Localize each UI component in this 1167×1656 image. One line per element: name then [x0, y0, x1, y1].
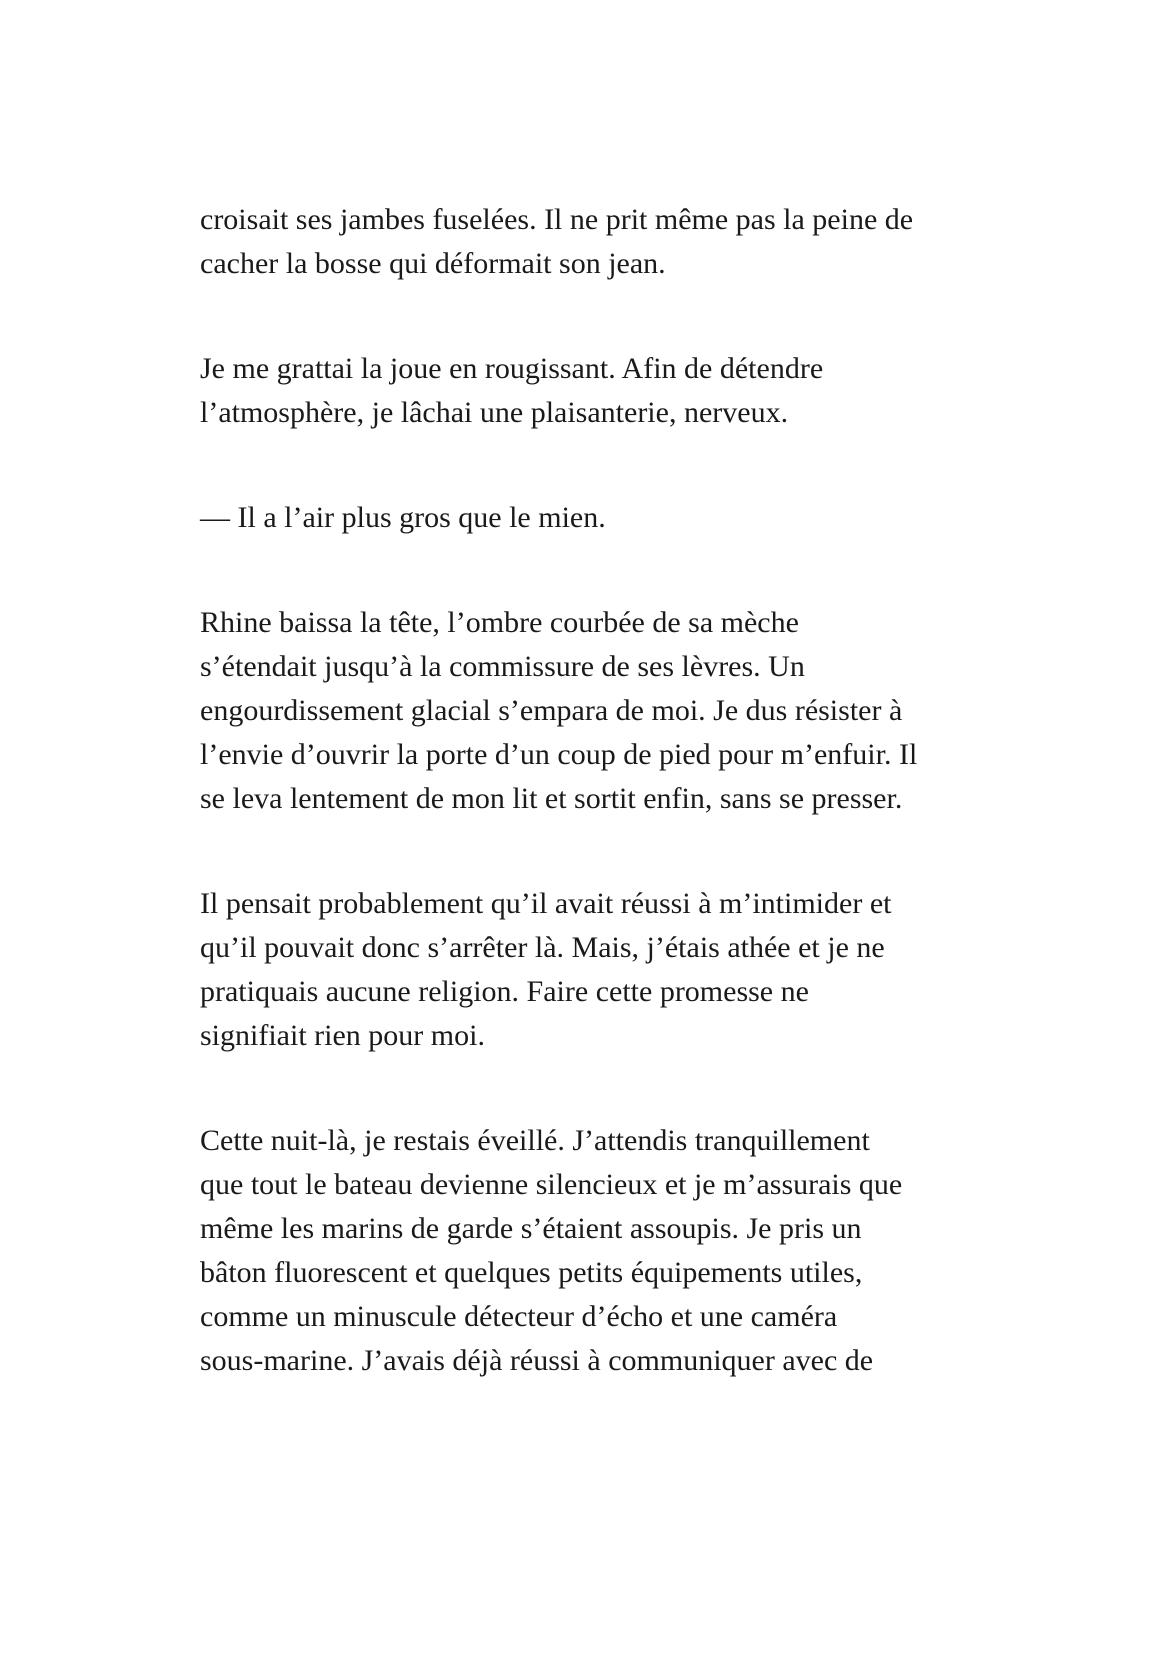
- paragraph: [200, 1119, 990, 1383]
- text-line: Cette nuit-là, je restais éveillé. J’attendis tranquillement: [200, 1124, 870, 1157]
- paragraph: [200, 347, 990, 435]
- text-line: Je me grattai la joue en rougissant. Afin de détendre: [200, 352, 824, 385]
- text-line: comme un minuscule détecteur d’écho et une caméra: [200, 1300, 838, 1333]
- text-line: se leva lentement de mon lit et sortit enfin, sans se presser.: [200, 782, 903, 815]
- dialogue-paragraph: [200, 496, 990, 540]
- text-line: même les marins de garde s’étaient assoupis. Je pris un: [200, 1212, 862, 1245]
- paragraph: [200, 601, 990, 821]
- text-line: l’atmosphère, je lâchai une plaisanterie, nerveux.: [200, 396, 789, 429]
- text-line: sous-marine. J’avais déjà réussi à communiquer avec de: [200, 1344, 874, 1377]
- paragraph: [200, 882, 990, 1058]
- text-line: croisait ses jambes fuselées. Il ne prit même pas la peine de: [200, 203, 914, 236]
- text-line: que tout le bateau devienne silencieux et je m’assurais que: [200, 1168, 903, 1201]
- text-line: qu’il pouvait donc s’arrêter là. Mais, j’étais athée et je ne: [200, 931, 885, 964]
- text-line: signifiait rien pour moi.: [200, 1019, 485, 1052]
- text-line: — Il a l’air plus gros que le mien.: [200, 501, 606, 534]
- text-line: engourdissement glacial s’empara de moi. Je dus résister à: [200, 694, 903, 727]
- text-line: l’envie d’ouvrir la porte d’un coup de pied pour m’enfuir. Il: [200, 738, 918, 771]
- text-line: pratiquais aucune religion. Faire cette promesse ne: [200, 975, 809, 1008]
- document-page: [200, 198, 990, 1383]
- text-line: Rhine baissa la tête, l’ombre courbée de sa mèche: [200, 606, 799, 639]
- paragraph: [200, 198, 990, 286]
- text-line: bâton fluorescent et quelques petits équipements utiles,: [200, 1256, 863, 1289]
- text-line: s’étendait jusqu’à la commissure de ses lèvres. Un: [200, 650, 805, 683]
- text-line: Il pensait probablement qu’il avait réussi à m’intimider et: [200, 887, 892, 920]
- text-line: cacher la bosse qui déformait son jean.: [200, 247, 666, 280]
